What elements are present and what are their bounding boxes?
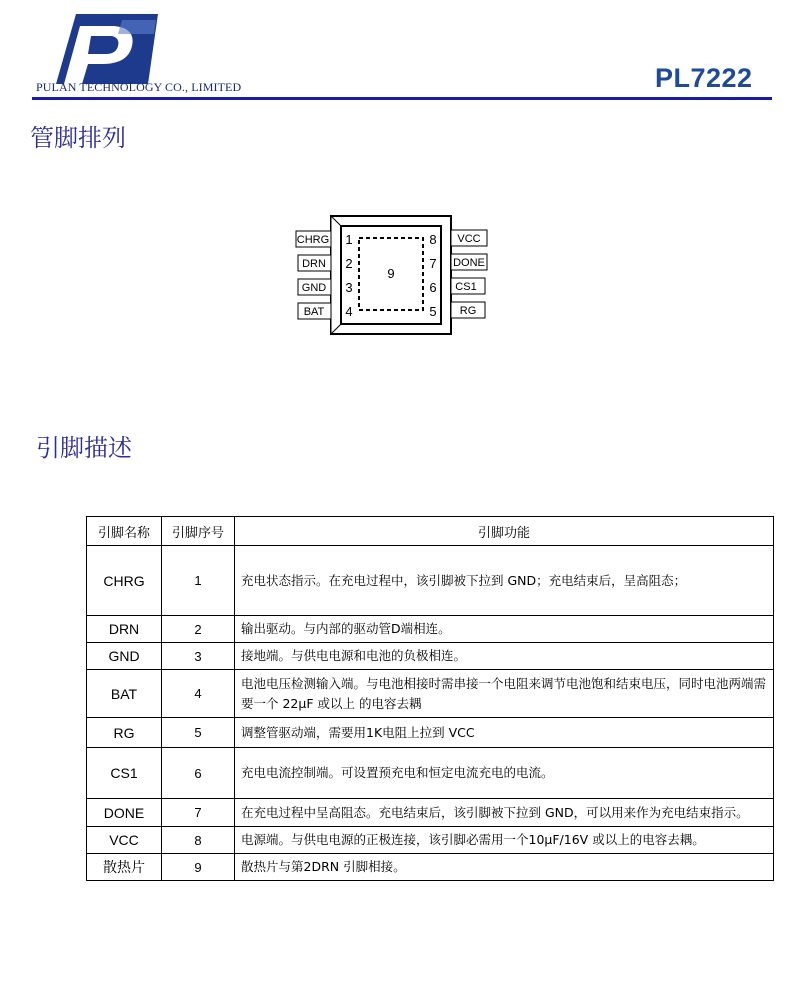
pin-name: RG <box>87 718 162 748</box>
pin-label: CHRG <box>296 234 330 246</box>
pin-label: RG <box>459 305 477 317</box>
pin-label: DRN <box>302 258 326 270</box>
pin-name: DRN <box>87 616 162 643</box>
pin-label: CS1 <box>455 281 477 293</box>
pin-number: 8 <box>429 232 437 247</box>
pin-name: DONE <box>87 799 162 827</box>
pin-func: 在充电过程中呈高阻态。充电结束后，该引脚被下拉到 GND，可以用来作为充电结束指示。 <box>235 799 774 827</box>
pin-label: GND <box>301 282 327 294</box>
table-row <box>87 643 774 670</box>
pin-number: 6 <box>429 280 437 295</box>
table-row <box>87 616 774 643</box>
pin-name: 散热片 <box>87 854 162 881</box>
company-name: PULAN TECHNOLOGY CO., LIMITED <box>36 80 242 94</box>
header-pin-number: 引脚序号 <box>162 517 235 546</box>
table-row <box>87 670 774 718</box>
pin-name: CHRG <box>87 546 162 616</box>
table-row <box>87 546 774 616</box>
left-pin-3 <box>298 279 353 295</box>
pin-number: 5 <box>429 304 437 319</box>
pin-num: 3 <box>162 643 235 670</box>
table-row <box>87 854 774 881</box>
pin-num: 2 <box>162 616 235 643</box>
table-row <box>87 718 774 748</box>
pin-number: 2 <box>345 256 353 271</box>
pin-func: 充电状态指示。在充电过程中，该引脚被下拉到 GND；充电结束后，呈高阻态； <box>235 546 774 616</box>
pin-num: 6 <box>162 748 235 799</box>
pin-func: 调整管驱动端，需要用1K电阻上拉到 VCC <box>235 718 774 748</box>
table-row <box>87 827 774 854</box>
pin-func: 电池电压检测输入端。与电池相接时需串接一个电阻来调节电池饱和结束电压，同时电池两端需要一个 22μF 或以上 的电容去耦 <box>235 670 774 718</box>
pin-name: BAT <box>87 670 162 718</box>
pin-func: 电源端。与供电电源的正极连接，该引脚必需用一个10μF/16V 或以上的电容去耦。 <box>235 827 774 854</box>
part-number: PL7222 <box>655 63 753 93</box>
pin-num: 9 <box>162 854 235 881</box>
pin-number: 1 <box>345 232 353 247</box>
header-pin-name: 引脚名称 <box>87 517 162 546</box>
pin-name: VCC <box>87 827 162 854</box>
pinout-diagram <box>290 212 490 338</box>
section-title-pinout: 管脚排列 <box>30 124 126 152</box>
header-pin-function: 引脚功能 <box>235 517 774 546</box>
pin-func: 充电电流控制端。可设置预充电和恒定电流充电的电流。 <box>235 748 774 799</box>
pin-label: VCC <box>457 233 481 245</box>
table-row <box>87 748 774 799</box>
pin-num: 5 <box>162 718 235 748</box>
pin-description-table <box>86 516 774 881</box>
pin-func: 散热片与第2DRN 引脚相接。 <box>235 854 774 881</box>
table-header-row <box>87 517 774 546</box>
pin-num: 1 <box>162 546 235 616</box>
pin-label: BAT <box>303 306 325 318</box>
pin-name: CS1 <box>87 748 162 799</box>
pin-number: 7 <box>429 256 437 271</box>
pin-label: DONE <box>453 257 485 269</box>
left-pin-4 <box>298 303 353 319</box>
pin-num: 7 <box>162 799 235 827</box>
pin-func: 接地端。与供电电源和电池的负极相连。 <box>235 643 774 670</box>
header-divider <box>32 97 772 100</box>
pin-number: 3 <box>345 280 353 295</box>
section-title-pin-description: 引脚描述 <box>36 434 132 462</box>
pin-func: 输出驱动。与内部的驱动管D端相连。 <box>235 616 774 643</box>
pin-num: 8 <box>162 827 235 854</box>
left-pin-2 <box>298 255 353 271</box>
table-row <box>87 799 774 827</box>
center-pin-number: 9 <box>387 266 395 281</box>
pin-name: GND <box>87 643 162 670</box>
pin-number: 4 <box>345 304 353 319</box>
pin-num: 4 <box>162 670 235 718</box>
